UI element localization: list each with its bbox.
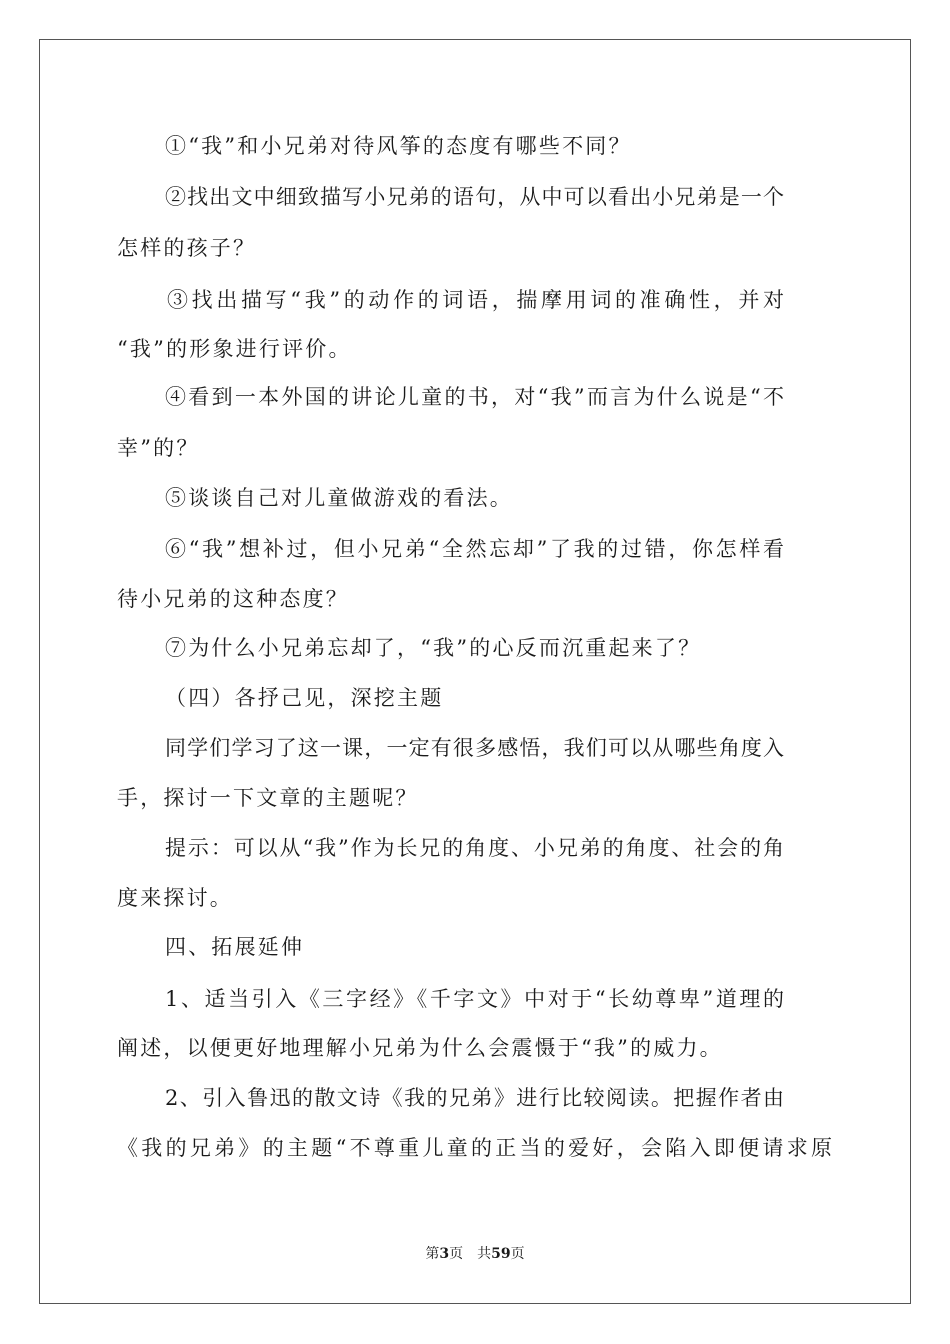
page-footer [0,1244,950,1264]
current-page-number: 3 [439,1246,450,1262]
text-line: ④看到一本外国的讲论儿童的书，对“我”而言为什么说是“不 [165,385,784,409]
text-line-indented [117,984,832,1014]
text-line: ③找出描写“我”的动作的词语，揣摩用词的准确性，并对 [167,288,784,312]
total-page-count: 59 [491,1246,511,1262]
text-line: “我”的形象进行评价。 [117,337,352,361]
text-line: 2、引入鲁迅的散文诗《我的兄弟》进行比较阅读。把握作者由 [165,1086,784,1110]
text-line: ⑥“我”想补过，但小兄弟“全然忘却”了我的过错，你怎样看 [165,537,784,561]
text-line: ①“我”和小兄弟对待风筝的态度有哪些不同？ [165,134,632,158]
text-line: 手，探讨一下文章的主题呢？ [117,786,419,810]
text-line-justified [117,1133,832,1163]
text-line: ⑤谈谈自己对儿童做游戏的看法。 [165,486,513,510]
text-line: 怎样的孩子？ [117,236,257,260]
text-line-indented [117,534,832,564]
text-line-indented [117,833,832,863]
footer-mid: 页 共 [449,1246,492,1262]
footer-prefix: 第 [425,1246,440,1262]
text-line: ②找出文中细致描写小兄弟的语句，从中可以看出小兄弟是一个 [165,185,784,209]
text-line-indented [117,285,832,315]
text-line: ⑦为什么小兄弟忘却了，“我”的心反而沉重起来了？ [165,636,702,660]
text-line-indented [117,1083,832,1113]
footer-suffix: 页 [510,1246,525,1262]
text-line: 幸”的？ [117,436,200,460]
text-line: 1、适当引入《三字经》《千字文》中对于“长幼尊卑”道理的 [165,987,784,1011]
text-line: 度来探讨。 [117,886,233,910]
text-line: 提示：可以从“我”作为长兄的角度、小兄弟的角度、社会的角 [165,836,784,860]
text-line-indented [117,382,832,412]
section-heading: （四）各抒己见，深挖主题 [165,686,444,710]
section-heading: 四、拓展延伸 [165,935,305,959]
text-line: 阐述，以便更好地理解小兄弟为什么会震慑于“我”的威力。 [117,1036,723,1060]
text-line: 待小兄弟的这种态度？ [117,587,349,611]
page-border [39,39,911,1304]
text-line-indented [117,182,832,212]
text-line: 《我的兄弟》的主题“不尊重儿童的正当的爱好，会陷入即便请求原 [117,1136,832,1160]
text-line: 同学们学习了这一课，一定有很多感悟，我们可以从哪些角度入 [165,736,784,760]
text-line-indented [117,733,832,763]
